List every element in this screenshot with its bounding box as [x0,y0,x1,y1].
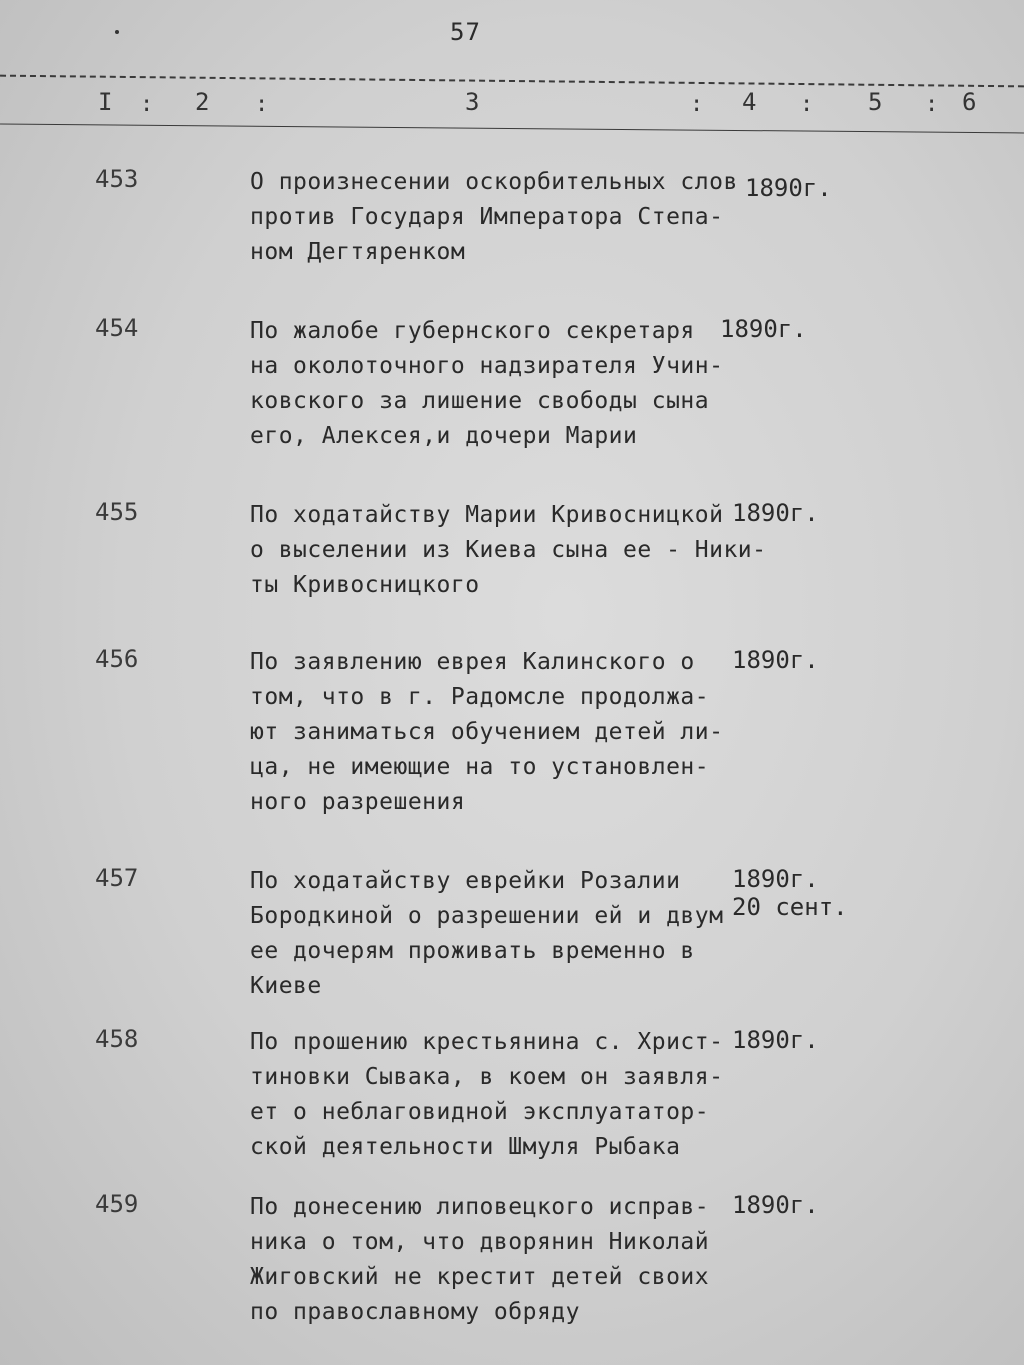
description-line: ее дочерям проживать временно в [250,938,695,964]
column-header-4: 4 [742,88,757,116]
record-description [250,498,767,603]
column-header-2: 2 [195,88,210,116]
description-line: ской деятельности Шмуля Рыбака [250,1134,681,1160]
description-line: По донесению липовецкого исправ- [250,1194,710,1220]
record-description [250,165,738,270]
header-bottom-rule [0,124,1024,134]
description-line: Киеве [250,973,322,999]
record-description [250,864,730,1004]
description-line: По ходатайству еврейки Розалии [250,868,681,894]
record-description [250,645,730,820]
description-line: Жиговский не крестит детей своих [250,1264,710,1290]
description-line: ковского за лишение свободы сына [250,388,710,414]
record-date: 1890г. [732,1191,819,1219]
description-line: его, Алексея,и дочери Марии [250,423,638,449]
column-separator: : [690,92,704,117]
record-date-day: 20 сент. [732,893,848,921]
column-separator: : [925,92,939,117]
description-line: ца, не имеющие на то установлен- [250,754,710,780]
description-line: ного разрешения [250,789,466,815]
column-separator: : [255,92,269,117]
column-separator: : [800,92,814,117]
description-line: Бородкиной о разрешении ей и двум [250,903,724,929]
ink-dot [115,30,119,34]
description-line: на околоточного надзирателя Учин- [250,353,724,379]
description-line: По заявлению еврея Калинского о [250,649,695,675]
column-separator: : [140,92,154,117]
description-line: По ходатайству Марии Кривосницкой [250,502,724,528]
record-date: 1890г. [745,174,832,202]
description-line: По жалобе губернского секретаря [250,318,695,344]
record-date: 1890г. [732,499,819,527]
description-line: ты Кривосницкого [250,572,480,598]
record-number: 456 [95,645,139,673]
record-description [250,1025,730,1165]
column-header-3: 3 [465,88,480,116]
record-number: 458 [95,1025,139,1053]
record-description [250,1190,730,1330]
description-line: о выселении из Киева сына ее - Ники- [250,537,767,563]
record-number: 455 [95,498,139,526]
description-line: тиновки Сывака, в коем он заявля- [250,1064,724,1090]
page-number: 57 [450,18,481,46]
description-line: О произнесении оскорбительных слов [250,169,738,195]
description-line: ют заниматься обучением детей ли- [250,719,724,745]
record-number: 453 [95,165,139,193]
description-line: по православному обряду [250,1299,580,1325]
description-line: ет о неблаговидной эксплуататор- [250,1099,710,1125]
record-date: 1890г. [732,646,819,674]
record-number: 457 [95,864,139,892]
record-number: 459 [95,1190,139,1218]
column-header-6: 6 [962,88,977,116]
record-date: 1890г. [732,865,819,893]
description-line: против Государя Императора Степа- [250,204,724,230]
description-line: По прошению крестьянина с. Христ- [250,1029,724,1055]
description-line: ника о том, что дворянин Николай [250,1229,710,1255]
column-header-1: I [98,88,113,116]
record-description [250,314,730,454]
record-date: 1890г. [720,315,807,343]
header-top-rule [0,75,1024,88]
description-line: ном Дегтяренком [250,239,466,265]
record-number: 454 [95,314,139,342]
column-header-5: 5 [868,88,883,116]
description-line: том, что в г. Радомсле продолжа- [250,684,710,710]
record-date: 1890г. [732,1026,819,1054]
